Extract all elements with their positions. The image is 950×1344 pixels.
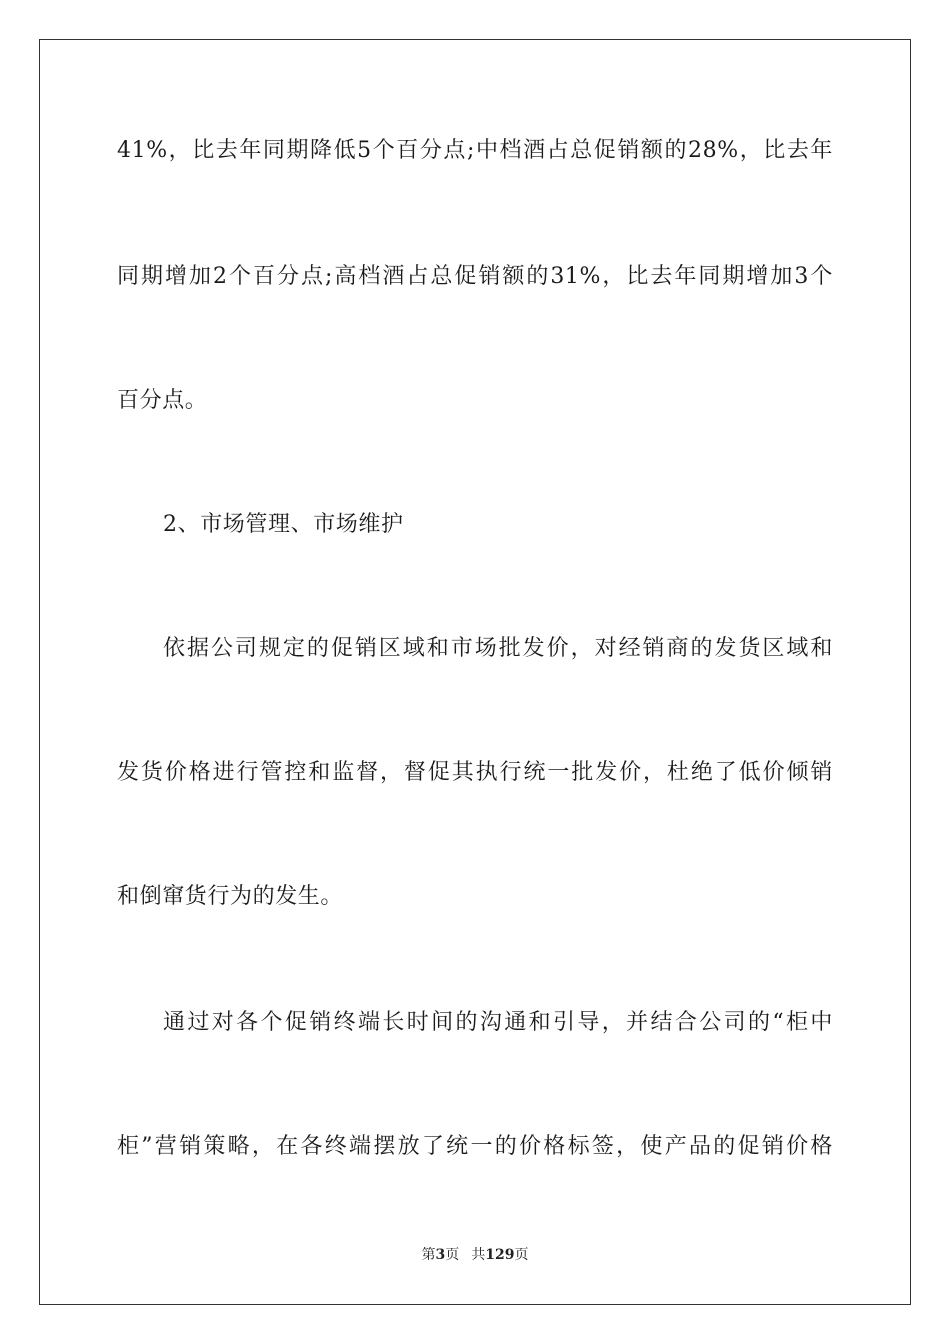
- page-footer: [0, 1245, 950, 1265]
- body-text-line: 41%，比去年同期降低5个百分点;中档酒占总促销额的28%，比去年: [117, 138, 833, 163]
- body-text-line: 通过对各个促销终端长时间的沟通和引导，并结合公司的“柜中: [163, 1010, 833, 1035]
- section-heading: 2、市场管理、市场维护: [163, 512, 404, 537]
- body-text-line: 百分点。: [117, 388, 208, 413]
- page-suffix: 页: [445, 1247, 460, 1263]
- total-prefix: 共: [471, 1247, 486, 1263]
- page-number: 3: [435, 1247, 446, 1263]
- page-prefix: 第: [421, 1247, 436, 1263]
- body-text-line: 发货价格进行管控和监督，督促其执行统一批发价，杜绝了低价倾销: [117, 760, 833, 785]
- body-text-line: 和倒窜货行为的发生。: [117, 884, 344, 909]
- body-text-line: 依据公司规定的促销区域和市场批发价，对经销商的发货区域和: [163, 636, 833, 661]
- page-border: [39, 39, 911, 1305]
- total-pages: 129: [485, 1247, 515, 1263]
- body-text-line: 同期增加2个百分点;高档酒占总促销额的31%，比去年同期增加3个: [117, 264, 833, 289]
- total-suffix: 页: [514, 1247, 529, 1263]
- body-text-line: 柜”营销策略，在各终端摆放了统一的价格标签，使产品的促销价格: [117, 1134, 833, 1159]
